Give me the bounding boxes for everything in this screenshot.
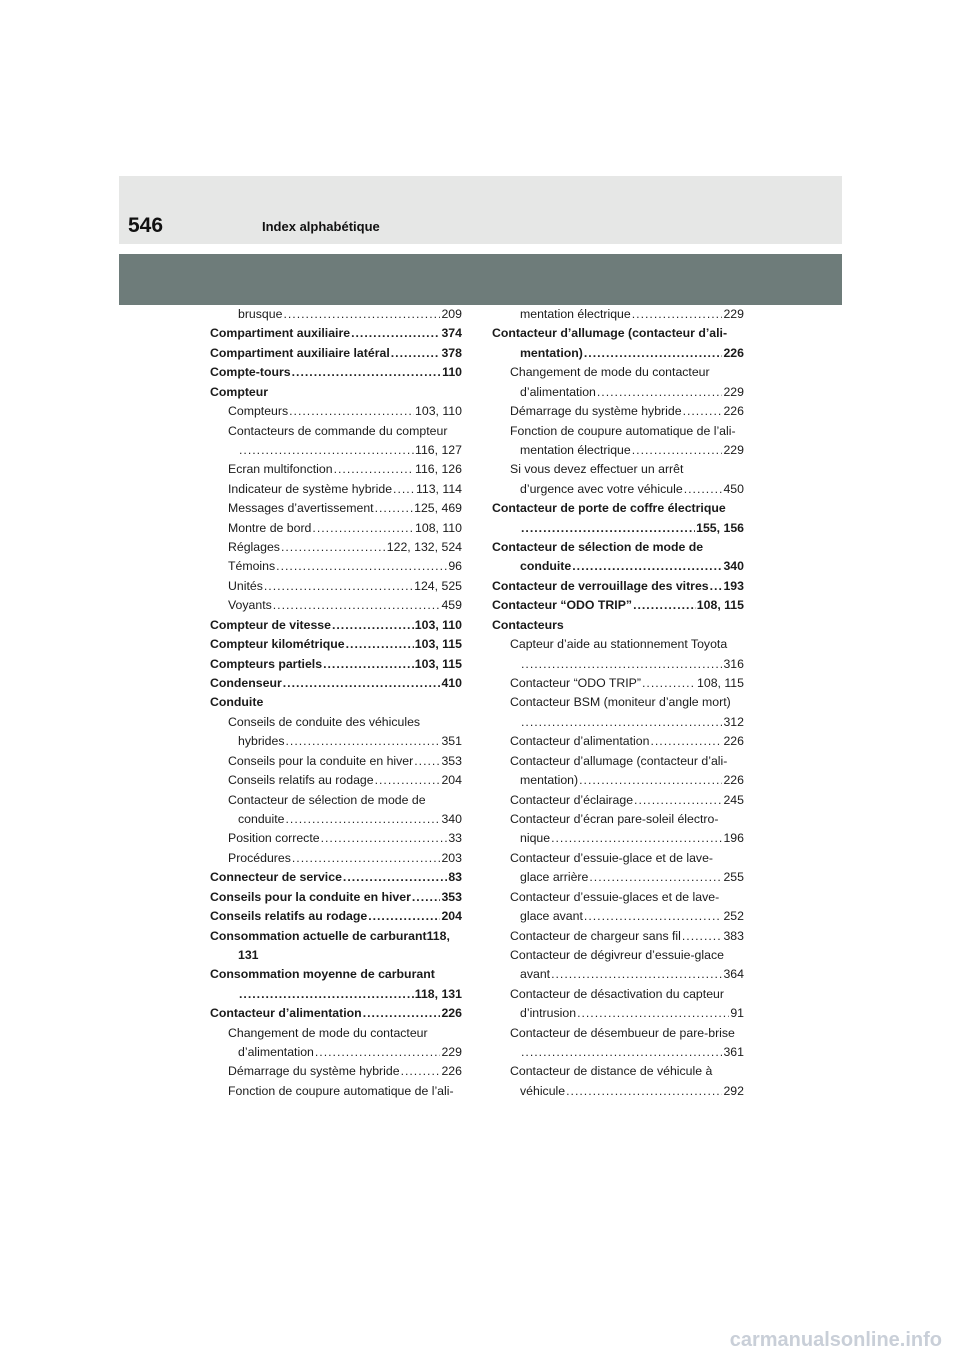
index-entry-text: Conseils relatifs au rodage bbox=[210, 909, 368, 924]
index-entry-page: 226 bbox=[723, 734, 744, 749]
index-entry-page: 364 bbox=[723, 967, 744, 982]
index-entry-text: Connecteur de service bbox=[210, 870, 342, 885]
index-entry-text: Contacteur d’alimentation bbox=[510, 734, 650, 749]
index-entry bbox=[492, 868, 744, 887]
index-entry-page: 255 bbox=[723, 870, 744, 885]
index-entry bbox=[210, 577, 462, 596]
dot-leader bbox=[332, 616, 414, 635]
index-entry-text: conduite bbox=[520, 559, 572, 574]
index-entry-text: Contacteur de dégivreur d’essuie-glace bbox=[510, 947, 724, 962]
index-entry bbox=[492, 752, 744, 771]
index-entry-text: Conseils pour la conduite en hiver bbox=[228, 753, 414, 768]
dot-leader bbox=[414, 752, 440, 771]
dot-leader bbox=[391, 344, 441, 363]
index-entry-page: 252 bbox=[723, 909, 744, 924]
dot-leader bbox=[239, 441, 414, 460]
index-entry bbox=[492, 1082, 744, 1101]
index-entry bbox=[492, 810, 744, 829]
index-entry-page: 229 bbox=[441, 1045, 462, 1060]
index-entry bbox=[492, 402, 744, 421]
index-entry-page: 226 bbox=[723, 345, 744, 360]
index-entry bbox=[210, 635, 462, 654]
index-entry-text: véhicule bbox=[520, 1083, 566, 1098]
index-entry bbox=[492, 344, 744, 363]
index-entry-page: 459 bbox=[441, 598, 462, 613]
index-entry bbox=[492, 674, 744, 693]
dot-leader bbox=[566, 1082, 722, 1101]
index-entry-text: conduite bbox=[238, 811, 285, 826]
section-banner bbox=[119, 254, 842, 305]
dot-leader bbox=[577, 1004, 729, 1023]
index-entry-text: mentation) bbox=[520, 345, 583, 360]
index-entry bbox=[210, 538, 462, 557]
index-entry-text: Démarrage du système hybride bbox=[228, 1064, 400, 1079]
index-entry-text: nique bbox=[520, 831, 551, 846]
index-entry bbox=[492, 499, 744, 518]
dot-leader bbox=[521, 519, 695, 538]
dot-leader bbox=[312, 519, 414, 538]
index-entry-text: Ecran multifonction bbox=[228, 462, 333, 477]
index-entry bbox=[210, 1043, 462, 1062]
index-entry-text: mentation) bbox=[520, 773, 579, 788]
index-entry bbox=[210, 324, 462, 343]
index-entry bbox=[210, 888, 462, 907]
index-entry bbox=[210, 519, 462, 538]
index-entry-text: glace avant bbox=[520, 909, 583, 924]
index-entry bbox=[492, 460, 744, 479]
index-entry-page: 91 bbox=[730, 1006, 744, 1021]
index-entry-text: Contacteur d’allumage (contacteur d’ali- bbox=[510, 753, 728, 768]
index-entry-page: 229 bbox=[723, 442, 744, 457]
index-entry-text: Contacteur “ODO TRIP” bbox=[510, 676, 641, 691]
index-entry bbox=[492, 655, 744, 674]
dot-leader bbox=[684, 480, 723, 499]
index-entry bbox=[210, 499, 462, 518]
dot-leader bbox=[283, 305, 440, 324]
index-entry-page: 103, 115 bbox=[414, 656, 462, 671]
index-entry-text: Unités bbox=[228, 578, 263, 593]
index-entry-text: Voyants bbox=[228, 598, 272, 613]
index-entry bbox=[210, 927, 462, 946]
dot-leader bbox=[289, 402, 414, 421]
dot-leader bbox=[346, 635, 414, 654]
index-entry-page: 229 bbox=[723, 307, 744, 321]
index-entry-text: Contacteur d’allumage (contacteur d’ali- bbox=[492, 326, 728, 341]
index-entry bbox=[492, 422, 744, 441]
index-entry-text: Contacteur d’éclairage bbox=[510, 792, 634, 807]
index-entry-page: 204 bbox=[441, 773, 462, 788]
dot-leader bbox=[634, 791, 722, 810]
index-entry bbox=[210, 480, 462, 499]
index-entry bbox=[492, 771, 744, 790]
index-entry-text: Contacteur de porte de coffre électrique bbox=[492, 501, 726, 516]
index-entry-text: Compartiment auxiliaire latéral bbox=[210, 345, 390, 360]
index-entry-text: Condenseur bbox=[210, 676, 282, 691]
index-entry-page: 209 bbox=[441, 307, 462, 321]
dot-leader bbox=[597, 383, 723, 402]
index-entry-text: Compte-tours bbox=[210, 365, 291, 380]
index-entry bbox=[492, 829, 744, 848]
index-entry-text: Conseils de conduite des véhicules bbox=[228, 714, 421, 729]
index-entry bbox=[492, 849, 744, 868]
dot-leader bbox=[572, 557, 722, 576]
index-entry-text: Position correcte bbox=[228, 831, 320, 846]
index-entry-text: hybrides bbox=[238, 734, 285, 749]
index-entry bbox=[492, 519, 744, 538]
dot-leader bbox=[710, 577, 723, 596]
index-entry-page: 361 bbox=[723, 1045, 744, 1060]
index-entry-text: Capteur d’aide au stationnement Toyota bbox=[510, 637, 728, 652]
dot-leader bbox=[551, 829, 722, 848]
dot-leader bbox=[412, 888, 441, 907]
index-entry bbox=[492, 693, 744, 712]
dot-leader bbox=[239, 985, 414, 1004]
index-entry-text: Conseils relatifs au rodage bbox=[228, 773, 374, 788]
index-entry bbox=[210, 791, 462, 810]
index-entry-page: 196 bbox=[723, 831, 744, 846]
index-entry-text: d’urgence avec votre véhicule bbox=[520, 481, 683, 496]
page-number: 546 bbox=[128, 214, 164, 237]
index-entry-text: Contacteur de verrouillage des vitres bbox=[492, 578, 709, 593]
index-entry-text: Indicateur de système hybride bbox=[228, 481, 393, 496]
index-entry bbox=[492, 1004, 744, 1023]
index-entry bbox=[210, 344, 462, 363]
dot-leader bbox=[521, 1043, 722, 1062]
dot-leader bbox=[579, 771, 722, 790]
index-entry-text: d’alimentation bbox=[520, 384, 596, 399]
index-entry bbox=[492, 965, 744, 984]
index-entry-text: Contacteur de chargeur sans fil bbox=[510, 928, 681, 943]
index-entry-text: Démarrage du système hybride bbox=[510, 404, 682, 419]
index-entry-page: 96 bbox=[448, 559, 462, 574]
index-entry-text: Consommation actuelle de carburant118, bbox=[210, 928, 450, 943]
index-entry bbox=[210, 441, 462, 460]
index-entry bbox=[210, 616, 462, 635]
index-entry bbox=[210, 655, 462, 674]
index-entry-page: 193 bbox=[723, 578, 744, 593]
index-entry bbox=[210, 713, 462, 732]
index-entry bbox=[492, 441, 744, 460]
dot-leader bbox=[589, 868, 722, 887]
index-entry-page: 292 bbox=[723, 1083, 744, 1098]
index-entry bbox=[210, 907, 462, 926]
index-entry bbox=[492, 616, 744, 635]
dot-leader bbox=[323, 655, 414, 674]
index-entry bbox=[492, 732, 744, 751]
index-entry-page: 351 bbox=[441, 734, 462, 749]
index-entry-page: 33 bbox=[448, 831, 462, 846]
dot-leader bbox=[633, 596, 696, 615]
index-entry-text: Compteurs partiels bbox=[210, 656, 323, 671]
index-entry bbox=[210, 402, 462, 421]
index-entry-text: Compteur kilométrique bbox=[210, 637, 345, 652]
index-entry-text: Contacteur de sélection de mode de bbox=[228, 792, 426, 807]
index-entry bbox=[492, 985, 744, 1004]
index-entry-page: 245 bbox=[723, 792, 744, 807]
index-entry-page: 110 bbox=[442, 365, 462, 380]
index-entry-page: 103, 110 bbox=[415, 404, 462, 419]
index-entry bbox=[210, 868, 462, 887]
dot-leader bbox=[264, 577, 413, 596]
index-entry bbox=[492, 557, 744, 576]
index-entry-page: 203 bbox=[441, 850, 462, 865]
header-band bbox=[119, 176, 842, 244]
index-entry bbox=[492, 888, 744, 907]
index-entry-text: Contacteur d’essuie-glace et de lave- bbox=[510, 850, 714, 865]
index-entry bbox=[210, 422, 462, 441]
index-entry bbox=[210, 693, 462, 712]
index-entry-text: Si vous devez effectuer un arrêt bbox=[510, 462, 684, 477]
index-entry-text: Contacteur d’alimentation bbox=[210, 1006, 362, 1021]
index-entry bbox=[210, 732, 462, 751]
index-entry bbox=[210, 965, 462, 984]
index-entry bbox=[210, 771, 462, 790]
dot-leader bbox=[632, 441, 723, 460]
index-entry-text: Contacteur BSM (moniteur d’angle mort) bbox=[510, 695, 731, 710]
index-entry-page: 226 bbox=[723, 404, 744, 419]
index-entry-text: Contacteur de désembueur de pare-brise bbox=[510, 1025, 735, 1040]
dot-leader bbox=[683, 402, 723, 421]
index-entry-page: 83 bbox=[448, 870, 462, 885]
dot-leader bbox=[351, 324, 440, 343]
dot-leader bbox=[283, 674, 441, 693]
index-entry-text: Messages d’avertissement bbox=[228, 501, 374, 516]
index-entry bbox=[210, 1004, 462, 1023]
index-entry-page: 450 bbox=[723, 481, 744, 496]
index-entry-text: 131 bbox=[238, 947, 259, 962]
index-entry bbox=[492, 791, 744, 810]
index-entry-page: 204 bbox=[441, 909, 462, 924]
index-entry bbox=[492, 383, 744, 402]
index-entry bbox=[492, 363, 744, 382]
dot-leader bbox=[521, 655, 722, 674]
dot-leader bbox=[584, 344, 723, 363]
index-entry-page: 312 bbox=[723, 714, 744, 729]
dot-leader bbox=[286, 810, 441, 829]
index-entry-page: 226 bbox=[723, 773, 744, 788]
index-entry-page: 108, 110 bbox=[415, 520, 462, 535]
index-entry bbox=[492, 305, 744, 324]
index-entry bbox=[210, 557, 462, 576]
index-entry-page: 353 bbox=[441, 753, 462, 768]
index-entry bbox=[492, 1043, 744, 1062]
index-entry bbox=[210, 810, 462, 829]
index-entry-page: 116, 126 bbox=[415, 462, 462, 477]
index-entry-page: 118, 131 bbox=[414, 986, 462, 1001]
index-entry bbox=[210, 849, 462, 868]
index-entry-page: 103, 110 bbox=[414, 617, 462, 632]
index-entry bbox=[210, 752, 462, 771]
dot-leader bbox=[334, 460, 414, 479]
index-entry-text: Contacteur de désactivation du capteur bbox=[510, 986, 724, 1001]
index-entry-page: 316 bbox=[723, 656, 744, 671]
index-entry bbox=[492, 324, 744, 343]
index-entry bbox=[210, 383, 462, 402]
index-entry bbox=[492, 596, 744, 615]
index-entry bbox=[492, 538, 744, 557]
index-entry-text: Fonction de coupure automatique de l’ali- bbox=[510, 423, 736, 438]
dot-leader bbox=[292, 849, 441, 868]
index-entry-page: 410 bbox=[441, 676, 462, 691]
dot-leader bbox=[315, 1043, 441, 1062]
dot-leader bbox=[273, 596, 441, 615]
index-entry bbox=[210, 946, 462, 965]
index-entry-text: Réglages bbox=[228, 540, 280, 555]
index-entry bbox=[492, 946, 744, 965]
index-entry bbox=[210, 829, 462, 848]
index-entry-page: 383 bbox=[723, 928, 744, 943]
index-column-right bbox=[492, 305, 744, 1101]
index-entry bbox=[210, 1082, 462, 1101]
index-entry-page: 229 bbox=[723, 384, 744, 399]
index-entry bbox=[210, 363, 462, 382]
index-entry bbox=[492, 927, 744, 946]
dot-leader bbox=[292, 363, 442, 382]
dot-leader bbox=[401, 1062, 441, 1081]
index-entry-page: 378 bbox=[441, 345, 462, 360]
index-entry-text: avant bbox=[520, 967, 551, 982]
index-entry-page: 124, 525 bbox=[414, 578, 462, 593]
index-entry-text: Contacteur d’écran pare-soleil électro- bbox=[510, 811, 719, 826]
index-entry-page: 122, 132, 524 bbox=[386, 540, 462, 555]
index-entry-page: 374 bbox=[441, 326, 462, 341]
index-entry bbox=[492, 577, 744, 596]
dot-leader bbox=[375, 771, 441, 790]
index-entry-text: Fonction de coupure automatique de l’ali- bbox=[228, 1083, 454, 1098]
dot-leader bbox=[343, 868, 447, 887]
index-entry-page: 226 bbox=[441, 1006, 462, 1021]
index-entry-text: Témoins bbox=[228, 559, 276, 574]
index-entry bbox=[210, 1024, 462, 1043]
index-entry-text: Montre de bord bbox=[228, 520, 312, 535]
dot-leader bbox=[650, 732, 722, 751]
dot-leader bbox=[321, 829, 448, 848]
index-entry-page: 116, 127 bbox=[415, 442, 462, 457]
index-entry-text: Compteurs bbox=[228, 404, 289, 419]
index-entry-text: Changement de mode du contacteur bbox=[228, 1025, 428, 1040]
index-entry bbox=[210, 674, 462, 693]
index-entry-page: 113, 114 bbox=[415, 481, 462, 496]
index-entry-page: 108, 115 bbox=[697, 676, 744, 691]
dot-leader bbox=[368, 907, 440, 926]
index-entry-text: Conduite bbox=[210, 695, 264, 710]
index-entry-text: glace arrière bbox=[520, 870, 589, 885]
index-entry-text: Contacteur de distance de véhicule à bbox=[510, 1064, 713, 1079]
index-entry bbox=[492, 907, 744, 926]
index-column-left bbox=[210, 305, 462, 1101]
index-entry bbox=[210, 305, 462, 324]
index-entry-page: 155, 156 bbox=[696, 520, 744, 535]
index-entry bbox=[210, 596, 462, 615]
index-entry-page: 108, 115 bbox=[696, 598, 744, 613]
dot-leader bbox=[363, 1004, 441, 1023]
index-entry bbox=[492, 480, 744, 499]
dot-leader bbox=[551, 965, 722, 984]
dot-leader bbox=[375, 499, 414, 518]
dot-leader bbox=[521, 713, 722, 732]
index-entry bbox=[492, 1062, 744, 1081]
index-entry-page: 103, 115 bbox=[414, 637, 462, 652]
index-entry-text: Compteur de vitesse bbox=[210, 617, 331, 632]
dot-leader bbox=[393, 480, 415, 499]
index-entry-text: Conseils pour la conduite en hiver bbox=[210, 889, 411, 904]
dot-leader bbox=[281, 538, 386, 557]
index-entry-text: Contacteurs bbox=[492, 617, 564, 632]
index-entry bbox=[210, 1062, 462, 1081]
dot-leader bbox=[285, 732, 440, 751]
dot-leader bbox=[682, 927, 723, 946]
index-entry bbox=[210, 985, 462, 1004]
index-entry-page: 226 bbox=[441, 1064, 462, 1079]
index-entry bbox=[492, 713, 744, 732]
index-entry-text: Contacteur d’essuie-glaces et de lave- bbox=[510, 889, 720, 904]
index-entry-page: 340 bbox=[441, 811, 462, 826]
index-entry-text: mentation électrique bbox=[520, 442, 631, 457]
index-entry-text: Procédures bbox=[228, 850, 291, 865]
index-entry-page: 340 bbox=[723, 559, 744, 574]
dot-leader bbox=[276, 557, 447, 576]
index-entry bbox=[210, 460, 462, 479]
index-entry-text: Compartiment auxiliaire bbox=[210, 326, 351, 341]
index-entry-text: Consommation moyenne de carburant bbox=[210, 967, 435, 982]
index-entry bbox=[492, 1024, 744, 1043]
index-entry-text: mentation électrique bbox=[520, 307, 631, 321]
dot-leader bbox=[642, 674, 696, 693]
index-entry-text: Contacteurs de commande du compteur bbox=[228, 423, 448, 438]
index-entry-text: Compteur bbox=[210, 384, 269, 399]
index-entry-text: d’intrusion bbox=[520, 1006, 577, 1021]
index-entry-text: brusque bbox=[238, 307, 283, 321]
index-entry-text: Contacteur “ODO TRIP” bbox=[492, 598, 633, 613]
dot-leader bbox=[584, 907, 723, 926]
watermark: carmanualsonline.info bbox=[729, 1329, 942, 1351]
index-entry bbox=[492, 635, 744, 654]
index-entry-text: d’alimentation bbox=[238, 1045, 314, 1060]
index-entry-text: Changement de mode du contacteur bbox=[510, 365, 710, 380]
index-entry-text: Contacteur de sélection de mode de bbox=[492, 540, 704, 555]
section-title: Index alphabétique bbox=[262, 219, 380, 234]
index-entry-page: 125, 469 bbox=[414, 501, 462, 516]
dot-leader bbox=[632, 305, 723, 324]
index-entry-page: 353 bbox=[441, 889, 462, 904]
